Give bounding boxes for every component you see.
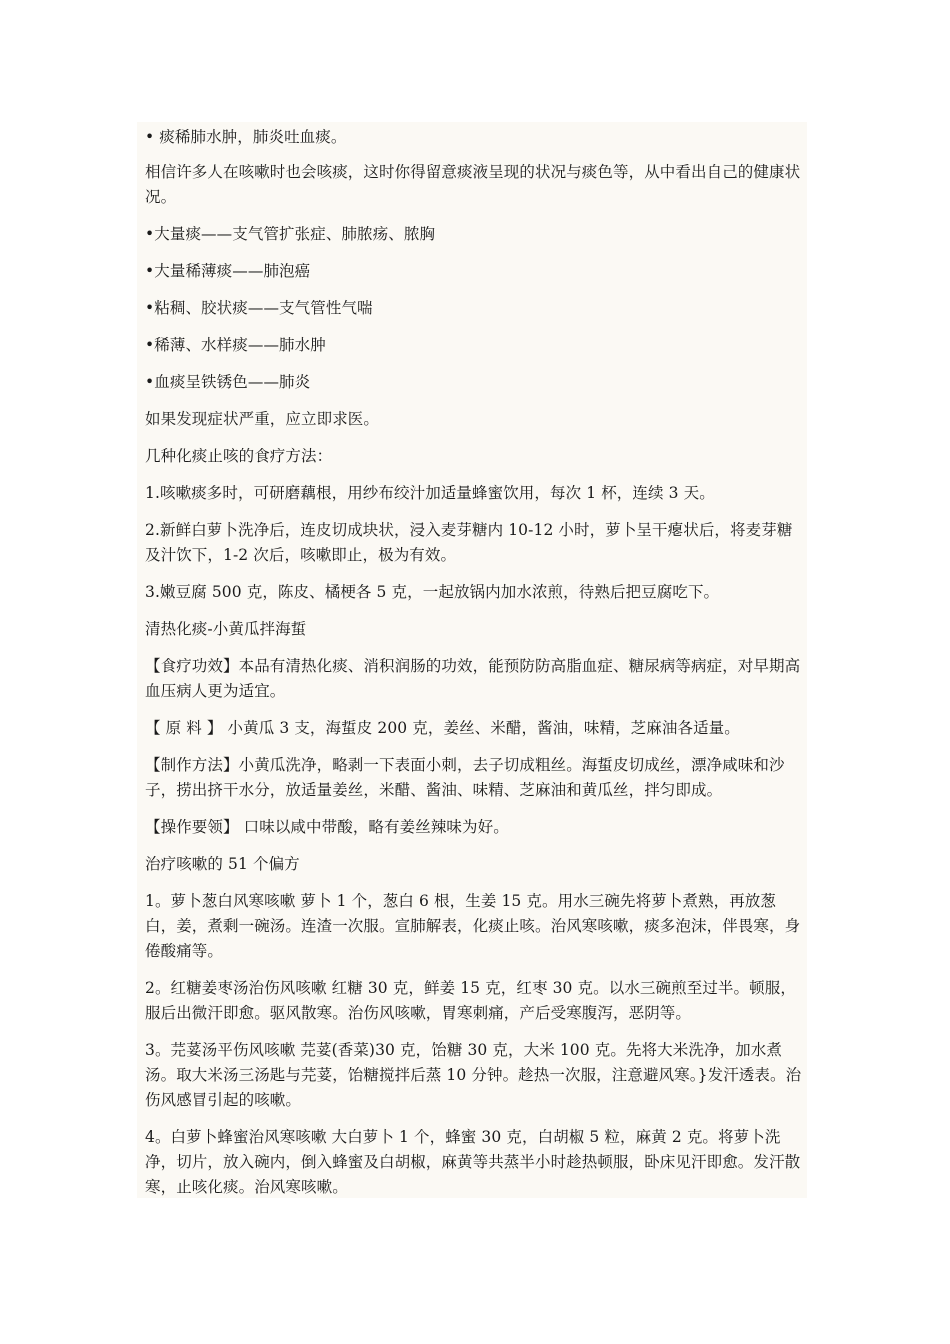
paragraph-ingredients: 【 原 料 】 小黄瓜 3 支，海蜇皮 200 克，姜丝、米醋，酱油，味精，芝麻油各适量。 <box>145 719 740 737</box>
section-heading-diet-methods: 几种化痰止咳的食疗方法： <box>145 447 333 465</box>
list-item-sputum-sticky: •粘稠、胶状痰——支气管性气喘 <box>145 299 373 317</box>
remedy-51-item-3: 3。芫荽汤平伤风咳嗽 芫荽(香菜)30 克，饴糖 30 克，大米 100 克。先将大米洗净，加水煮汤。取大米汤三汤匙与芫荽，饴糖搅拌后蒸 10 分钟。趁热一次服，注意避风寒。}发汗透表。治伤风感冒引起的咳嗽。 <box>145 1041 802 1109</box>
list-item-sputum-rusty: •血痰呈铁锈色——肺炎 <box>145 373 311 391</box>
paragraph-intro: 相信许多人在咳嗽时也会咳痰，这时你得留意痰液呈现的状况与痰色等，从中看出自己的健康状况。 <box>145 163 801 206</box>
remedy-item-2: 2.新鲜白萝卜洗净后，连皮切成块状，浸入麦芽糖内 10-12 小时，萝卜呈干瘪状后，将麦芽糖及汁饮下，1-2 次后，咳嗽即止，极为有效。 <box>145 521 793 564</box>
section-heading-51-remedies: 治疗咳嗽的 51 个偏方 <box>145 855 300 873</box>
remedy-51-item-1: 1。萝卜葱白风寒咳嗽 萝卜 1 个，葱白 6 根，生姜 15 克。用水三碗先将萝卜煮熟，再放葱白，姜，煮剩一碗汤。连渣一次服。宣肺解表，化痰止咳。治风寒咳嗽，痰多泡沫，伴畏寒，身倦酸痛等。 <box>145 892 801 960</box>
section-heading-cucumber-jellyfish: 清热化痰-小黄瓜拌海蜇 <box>145 620 307 638</box>
list-item-sputum-watery: •稀薄、水样痰——肺水肿 <box>145 336 326 354</box>
list-item-sputum-large: •大量痰——支气管扩张症、肺脓疡、脓胸 <box>145 225 436 243</box>
list-item-sputum-thin: •大量稀薄痰——肺泡癌 <box>145 262 311 280</box>
remedy-51-item-4: 4。白萝卜蜂蜜治风寒咳嗽 大白萝卜 1 个，蜂蜜 30 克，白胡椒 5 粒，麻黄 2 克。将萝卜洗净，切片，放入碗内，倒入蜂蜜及白胡椒，麻黄等共蒸半小时趁热顿服，卧床见汗即愈。发汗散寒，止咳化痰。治风寒咳嗽。 <box>145 1128 801 1196</box>
remedy-item-3: 3.嫩豆腐 500 克，陈皮、橘梗各 5 克，一起放锅内加水浓煎，待熟后把豆腐吃下。 <box>145 583 720 601</box>
paragraph-seek-doctor: 如果发现症状严重，应立即求医。 <box>145 410 380 428</box>
paragraph-method: 【制作方法】小黄瓜洗净，略剥一下表面小刺，去子切成粗丝。海蜇皮切成丝，漂净咸味和沙子，捞出挤干水分，放适量姜丝，米醋、酱油、味精、芝麻油和黄瓜丝，拌匀即成。 <box>145 756 785 799</box>
remedy-51-item-2: 2。红糖姜枣汤治伤风咳嗽 红糖 30 克，鲜姜 15 克，红枣 30 克。以水三碗煎至过半。顿服，服后出微汗即愈。驱风散寒。治伤风咳嗽，胃寒刺痛，产后受寒腹泻，恶阴等。 <box>145 979 796 1022</box>
document-page <box>137 122 807 1198</box>
remedy-item-1: 1.咳嗽痰多时，可研磨藕根，用纱布绞汁加适量蜂蜜饮用，每次 1 杯，连续 3 天。 <box>145 484 715 502</box>
paragraph-effects: 【食疗功效】本品有清热化痰、消积润肠的功效，能预防防高脂血症、糖尿病等病症，对早期高血压病人更为适宜。 <box>145 657 801 700</box>
paragraph-bullet-thin-sputum: • 痰稀肺水肿，肺炎吐血痰。 <box>145 128 347 146</box>
paragraph-tips: 【操作要领】 口味以咸中带酸，略有姜丝辣味为好。 <box>145 818 509 836</box>
